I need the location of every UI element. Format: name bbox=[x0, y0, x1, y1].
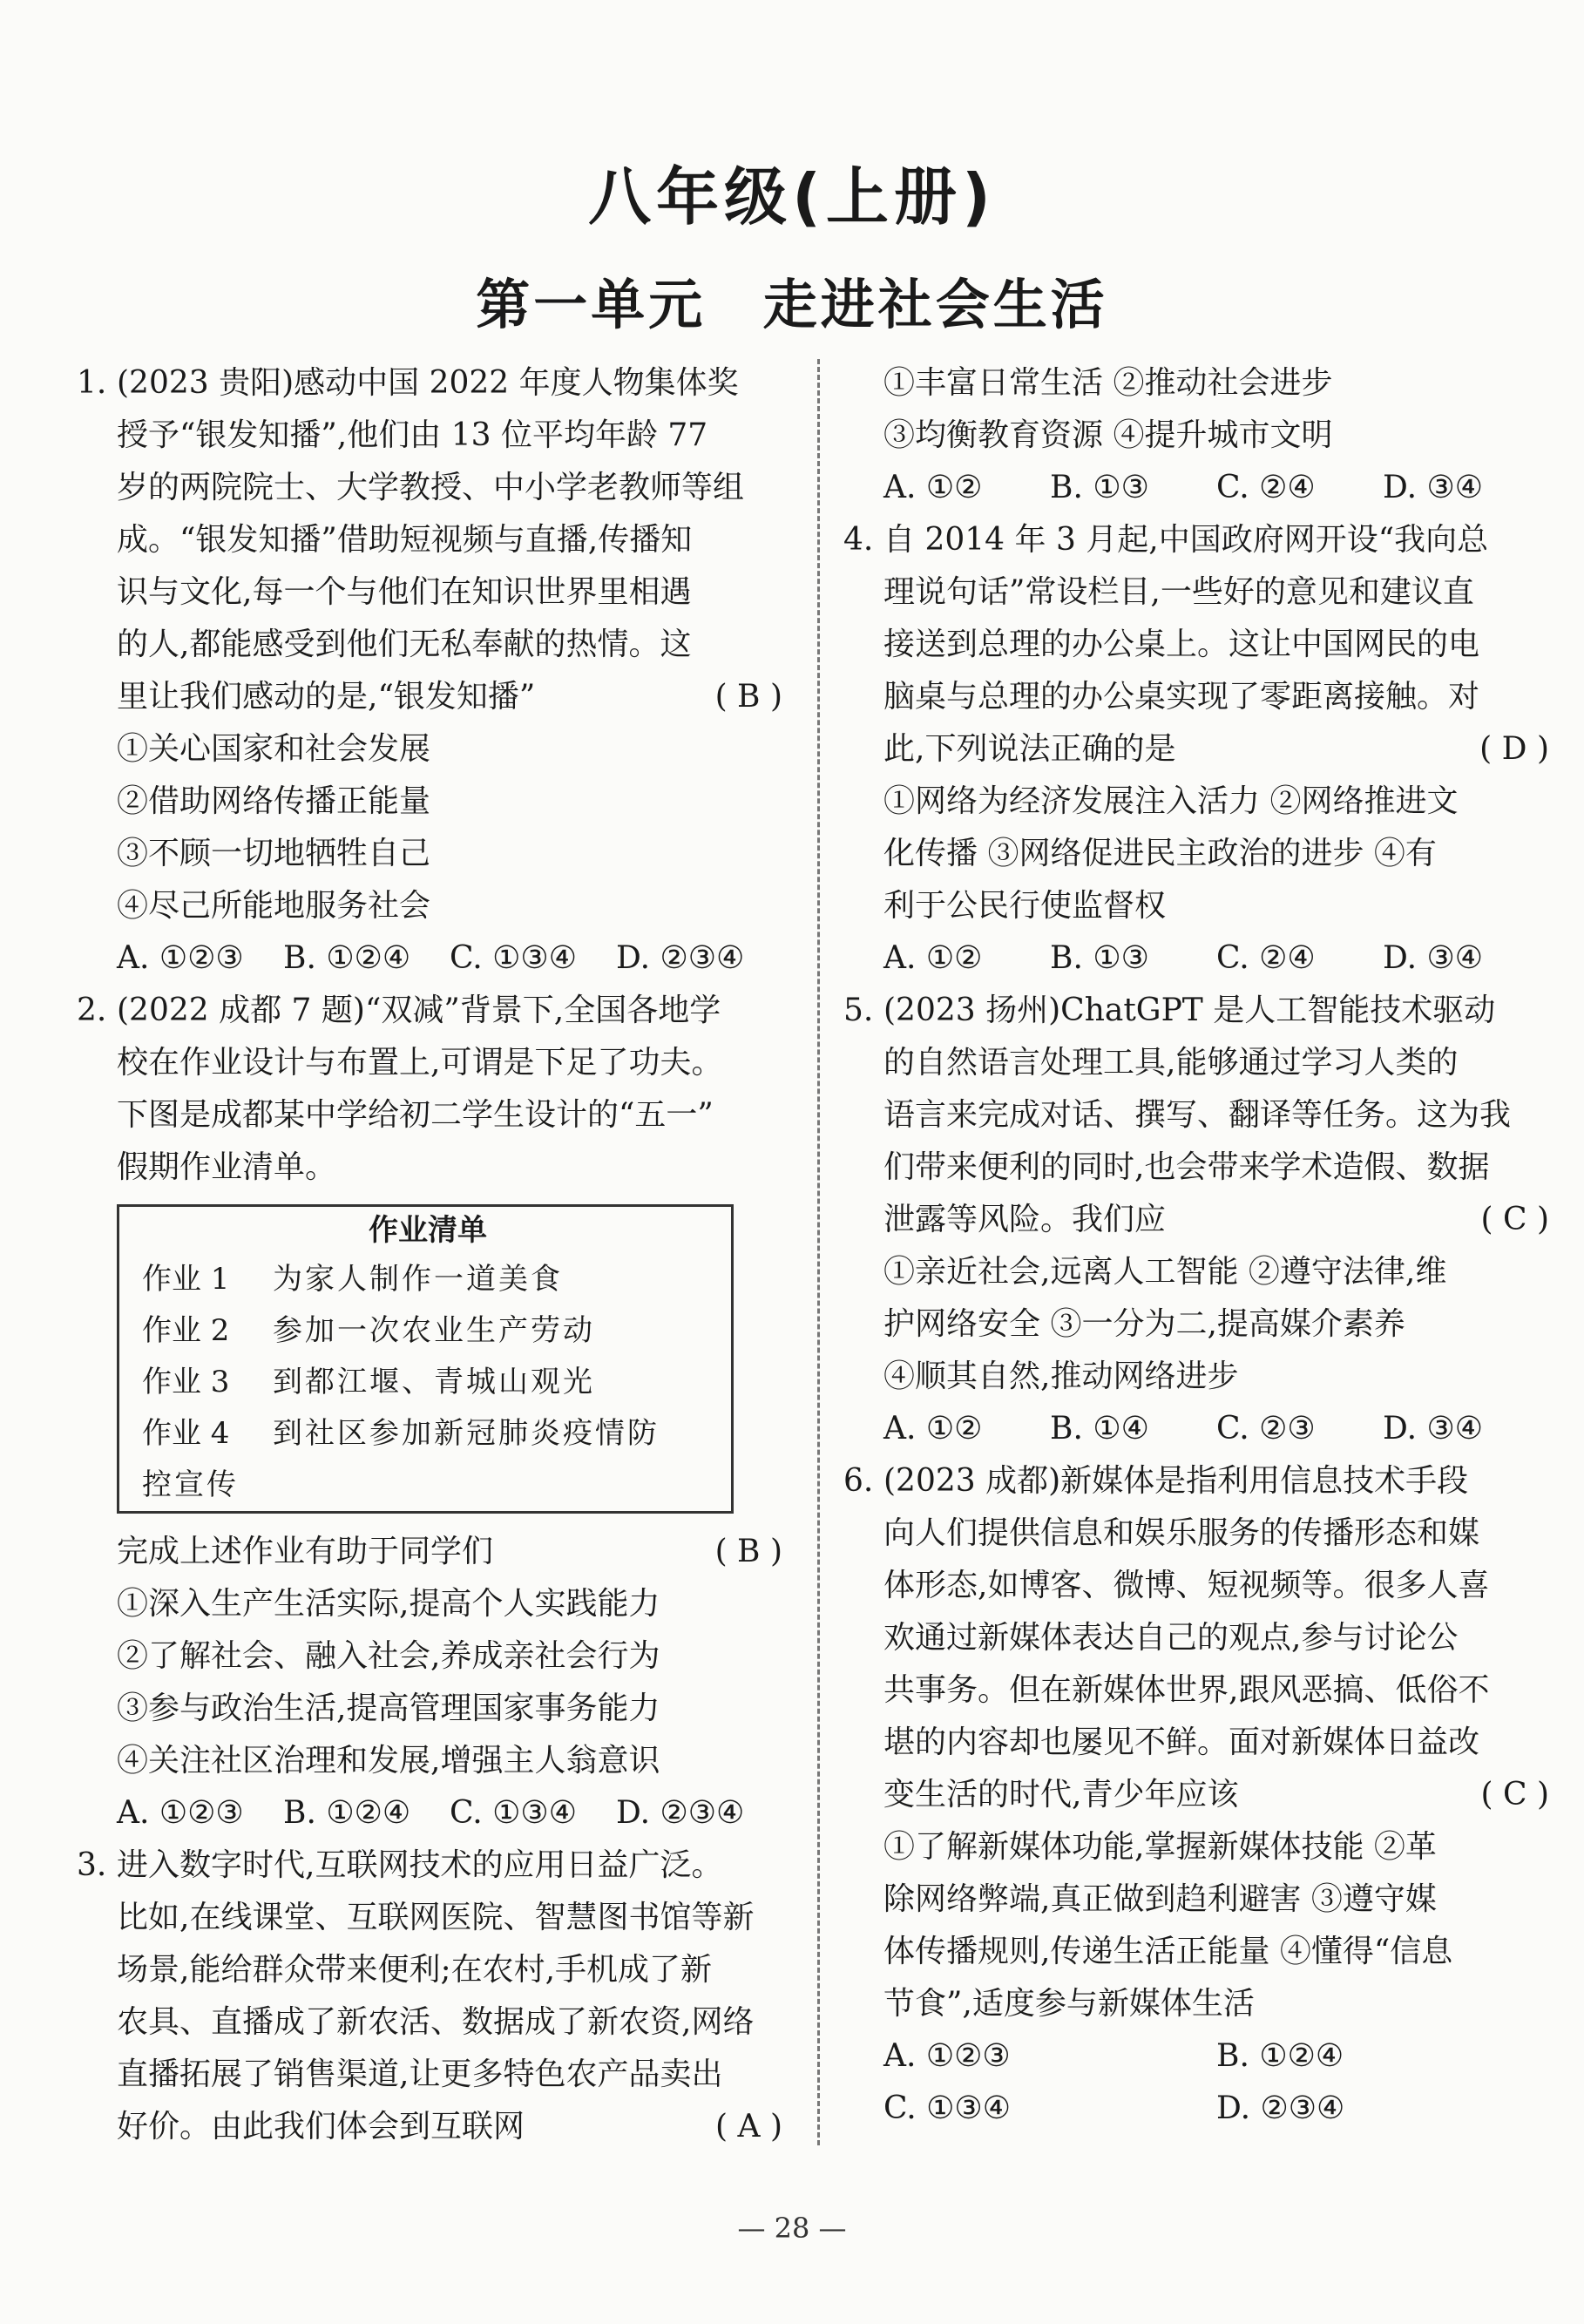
option-c: C. ②③ bbox=[1216, 1411, 1316, 1447]
option-c: C. ①③④ bbox=[450, 1795, 577, 1831]
option-c: C. ①③④ bbox=[450, 940, 577, 976]
options-row bbox=[883, 2083, 1549, 2135]
stem-line: 变生活的时代,青少年应该 bbox=[883, 1777, 1239, 1812]
choice-item: ①了解新媒体功能,掌握新媒体技能 ②革 bbox=[883, 1829, 1437, 1865]
stem-line: 们带来便利的同时,也会带来学术造假、数据 bbox=[883, 1149, 1490, 1185]
stem-line: 下图是成都某中学给初二学生设计的“五一” bbox=[117, 1097, 714, 1133]
options-row bbox=[117, 1787, 782, 1840]
option-d: D. ②③④ bbox=[1216, 2090, 1345, 2126]
stem-line: 语言来完成对话、撰写、翻译等任务。这为我 bbox=[883, 1097, 1512, 1133]
stem-line: 脑桌与总理的办公桌实现了零距离接触。对 bbox=[883, 679, 1480, 715]
question-4 bbox=[843, 514, 1549, 985]
stem-line: 直播拓展了销售渠道,让更多特色农产品卖出 bbox=[117, 2056, 723, 2092]
homework-row bbox=[142, 1408, 714, 1460]
option-b: B. ①④ bbox=[1050, 1411, 1149, 1447]
stem-line: 自 2014 年 3 月起,中国政府网开设“我向总 bbox=[883, 522, 1489, 558]
choice-item: 除网络弊端,真正做到趋利避害 ③遵守媒 bbox=[883, 1881, 1437, 1917]
stem-line: 此,下列说法正确的是 bbox=[883, 731, 1176, 767]
answer-mark: ( C ) bbox=[1480, 1777, 1549, 1812]
homework-row bbox=[142, 1254, 714, 1305]
question-6 bbox=[843, 1455, 1549, 2135]
question-2 bbox=[77, 985, 782, 1840]
choice-item: 节食”,适度参与新媒体生活 bbox=[883, 1986, 1255, 2022]
stem-line: 岁的两院院士、大学教授、中小学老教师等组 bbox=[117, 470, 745, 505]
homework-text: 参加一次农业生产劳动 bbox=[273, 1313, 595, 1348]
choice-item: ①亲近社会,远离人工智能 ②遵守法律,维 bbox=[883, 1254, 1447, 1290]
homework-text: 为家人制作一道美食 bbox=[273, 1262, 563, 1297]
choice-item: 利于公民行使监督权 bbox=[883, 888, 1167, 924]
option-b: B. ①②④ bbox=[283, 940, 411, 976]
choice-item: ④尽己所能地服务社会 bbox=[117, 888, 431, 924]
choice-item: ③参与政治生活,提高管理国家事务能力 bbox=[117, 1690, 660, 1726]
stem-line: 比如,在线课堂、互联网医院、智慧图书馆等新 bbox=[117, 1900, 755, 1935]
choice-item: ①关心国家和社会发展 bbox=[117, 731, 431, 767]
option-d: D. ③④ bbox=[1383, 940, 1484, 976]
choice-item: ①网络为经济发展注入活力 ②网络推进文 bbox=[883, 783, 1459, 819]
homework-text-wrap: 控宣传 bbox=[142, 1467, 239, 1502]
homework-name: 作业 3 bbox=[142, 1365, 230, 1399]
stem-line: (2023 贵阳)感动中国 2022 年度人物集体奖 bbox=[117, 365, 739, 401]
stem-line: 泄露等风险。我们应 bbox=[883, 1202, 1167, 1237]
stem-line: (2023 成都)新媒体是指利用信息技术手段 bbox=[883, 1463, 1469, 1499]
question-number: 5. bbox=[843, 993, 874, 1028]
homework-table-title: 作业清单 bbox=[369, 1213, 487, 1248]
question-3 bbox=[77, 1840, 782, 2153]
option-c: C. ①③④ bbox=[883, 2090, 1011, 2126]
stem-line: 理说句话”常设栏目,一些好的意见和建议直 bbox=[883, 574, 1474, 610]
homework-text: 到都江堰、青城山观光 bbox=[273, 1365, 595, 1399]
stem-line: 里让我们感动的是,“银发知播” bbox=[117, 679, 536, 715]
answer-mark: ( B ) bbox=[714, 679, 782, 715]
option-d: D. ②③④ bbox=[616, 940, 745, 976]
question-number: 2. bbox=[77, 993, 107, 1028]
answer-mark: ( A ) bbox=[715, 2109, 782, 2144]
stem-line: 进入数字时代,互联网技术的应用日益广泛。 bbox=[117, 1847, 723, 1883]
options-row bbox=[883, 462, 1549, 514]
option-a: A. ①② bbox=[883, 940, 983, 976]
stem-line: 授予“银发知播”,他们由 13 位平均年龄 77 bbox=[117, 417, 708, 453]
stem-line: 共事务。但在新媒体世界,跟风恶搞、低俗不 bbox=[883, 1672, 1490, 1708]
option-c: C. ②④ bbox=[1216, 940, 1316, 976]
homework-row bbox=[142, 1357, 714, 1408]
options-row bbox=[117, 932, 782, 985]
stem-line: 体形态,如博客、微博、短视频等。很多人喜 bbox=[883, 1568, 1490, 1603]
option-a: A. ①② bbox=[883, 470, 983, 505]
stem-line: (2023 扬州)ChatGPT 是人工智能技术驱动 bbox=[883, 993, 1496, 1028]
question-number: 3. bbox=[77, 1847, 107, 1883]
question-number: 6. bbox=[843, 1463, 874, 1499]
choice-item: ④顺其自然,推动网络进步 bbox=[883, 1358, 1239, 1394]
choice-item: ①丰富日常生活 ②推动社会进步 bbox=[883, 365, 1333, 401]
stem-line: 校在作业设计与布置上,可谓是下足了功夫。 bbox=[117, 1045, 723, 1081]
stem-line: 堪的内容却也屡见不鲜。面对新媒体日益改 bbox=[883, 1724, 1480, 1760]
choice-item: 护网络安全 ③一分为二,提高媒介素养 bbox=[883, 1306, 1405, 1342]
option-d: D. ③④ bbox=[1383, 470, 1484, 505]
question-number: 1. bbox=[77, 365, 107, 401]
options-row bbox=[883, 932, 1549, 985]
stem-line: 识与文化,每一个与他们在知识世界里相遇 bbox=[117, 574, 692, 610]
choice-item: 体传播规则,传递生活正能量 ④懂得“信息 bbox=[883, 1934, 1453, 1969]
question-5 bbox=[843, 985, 1549, 1455]
stem-line: 好价。由此我们体会到互联网 bbox=[117, 2109, 525, 2144]
choice-item: ②借助网络传播正能量 bbox=[117, 783, 431, 819]
option-a: A. ①②③ bbox=[117, 940, 244, 976]
stem-line: 的自然语言处理工具,能够通过学习人类的 bbox=[883, 1045, 1459, 1081]
options-row bbox=[883, 1403, 1549, 1455]
option-b: B. ①③ bbox=[1050, 470, 1149, 505]
choice-item: ③均衡教育资源 ④提升城市文明 bbox=[883, 417, 1333, 453]
option-d: D. ②③④ bbox=[616, 1795, 745, 1831]
options-row bbox=[883, 2030, 1549, 2083]
unit-title: 第一单元 走进社会生活 bbox=[476, 273, 1108, 336]
stem-line: (2022 成都 7 题)“双减”背景下,全国各地学 bbox=[117, 993, 721, 1028]
choice-item: ③不顾一切地牺牲自己 bbox=[117, 836, 431, 871]
homework-name: 作业 1 bbox=[142, 1262, 230, 1297]
choice-item: ①深入生产生活实际,提高个人实践能力 bbox=[117, 1586, 660, 1622]
option-a: A. ①② bbox=[883, 1411, 983, 1447]
stem-line: 的人,都能感受到他们无私奉献的热情。这 bbox=[117, 627, 692, 662]
choice-item: 化传播 ③网络促进民主政治的进步 ④有 bbox=[883, 836, 1437, 871]
option-d: D. ③④ bbox=[1383, 1411, 1484, 1447]
option-b: B. ①②④ bbox=[1216, 2038, 1344, 2074]
answer-mark: ( B ) bbox=[714, 1534, 782, 1569]
column-divider bbox=[817, 359, 820, 2145]
homework-name: 作业 4 bbox=[142, 1416, 230, 1451]
homework-name: 作业 2 bbox=[142, 1313, 230, 1348]
choice-item: ②了解社会、融入社会,养成亲社会行为 bbox=[117, 1638, 660, 1674]
stem-line: 欢通过新媒体表达自己的观点,参与讨论公 bbox=[883, 1620, 1459, 1656]
grade-title: 八年级(上册) bbox=[588, 160, 996, 234]
stem-line: 完成上述作业有助于同学们 bbox=[117, 1534, 494, 1569]
left-column bbox=[77, 357, 782, 2153]
question-3-continued bbox=[843, 357, 1549, 514]
option-b: B. ①③ bbox=[1050, 940, 1149, 976]
right-column bbox=[843, 357, 1549, 2135]
answer-mark: ( C ) bbox=[1480, 1202, 1549, 1237]
stem-line: 农具、直播成了新农活、数据成了新农资,网络 bbox=[117, 2004, 755, 2040]
answer-mark: ( D ) bbox=[1479, 731, 1549, 767]
question-number: 4. bbox=[843, 522, 874, 558]
option-b: B. ①②④ bbox=[283, 1795, 411, 1831]
homework-text: 到社区参加新冠肺炎疫情防 bbox=[273, 1416, 660, 1451]
option-a: A. ①②③ bbox=[883, 2038, 1011, 2074]
option-c: C. ②④ bbox=[1216, 470, 1316, 505]
stem-line: 接送到总理的办公桌上。这让中国网民的电 bbox=[883, 627, 1480, 662]
homework-row bbox=[142, 1305, 714, 1357]
choice-item: ④关注社区治理和发展,增强主人翁意识 bbox=[117, 1743, 660, 1779]
option-a: A. ①②③ bbox=[117, 1795, 244, 1831]
stem-line: 向人们提供信息和娱乐服务的传播形态和媒 bbox=[883, 1515, 1480, 1551]
homework-table bbox=[117, 1204, 734, 1514]
stem-line: 成。“银发知播”借助短视频与直播,传播知 bbox=[117, 522, 693, 558]
question-1 bbox=[77, 357, 782, 985]
stem-line: 场景,能给群众带来便利;在农村,手机成了新 bbox=[117, 1952, 713, 1988]
stem-line: 假期作业清单。 bbox=[117, 1149, 337, 1185]
page-number: — 28 — bbox=[737, 2212, 847, 2245]
